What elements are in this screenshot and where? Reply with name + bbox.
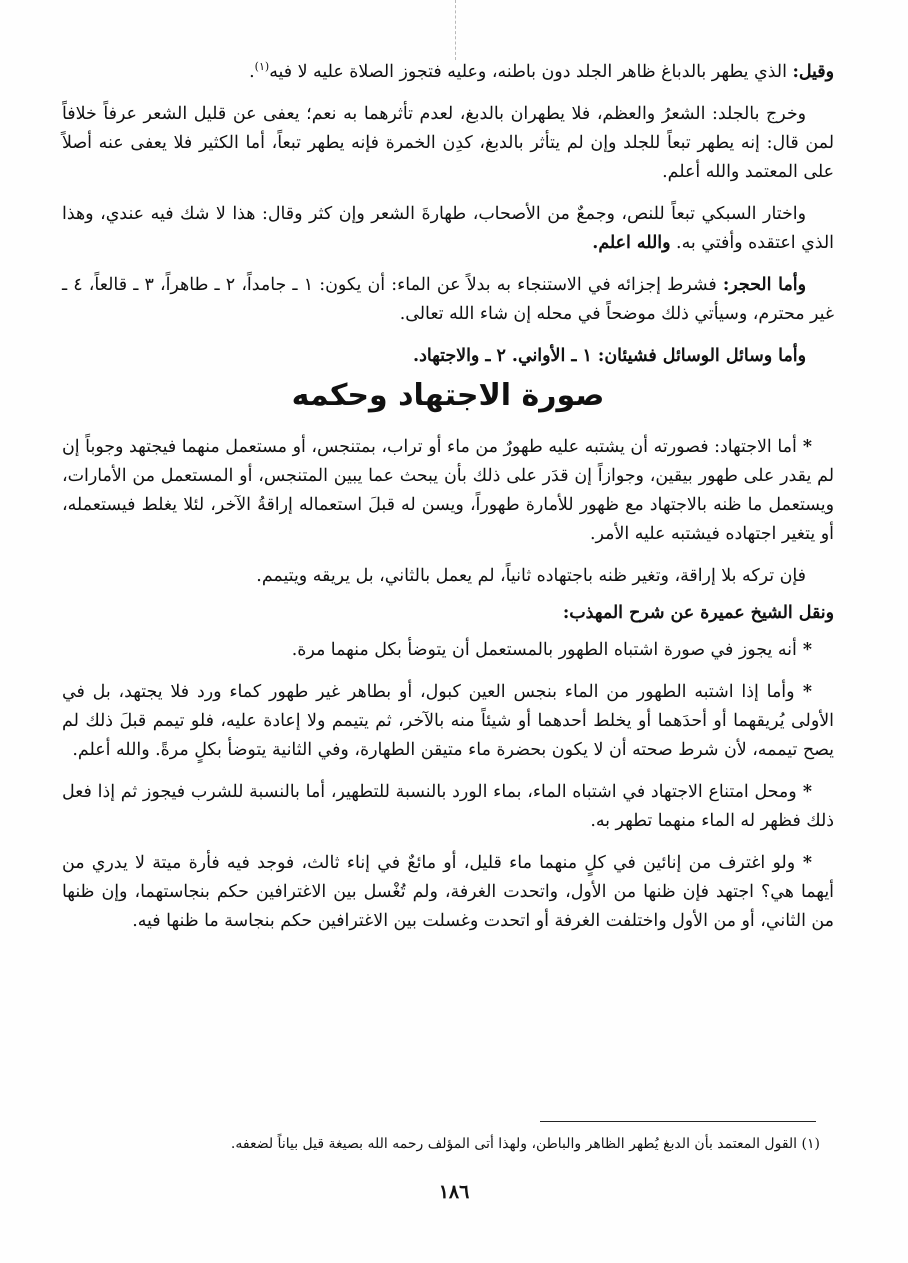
bullet-marker: * bbox=[796, 437, 812, 457]
paragraph-1-text: الذي يطهر بالدباغ ظاهر الجلد دون باطنه، وعليه فتجوز الصلاة عليه لا فيه bbox=[269, 62, 793, 82]
section-heading-wrap bbox=[62, 378, 834, 415]
paragraph-4-text: فشرط إجزائه في الاستنجاء به بدلاً عن الماء: أن يكون: ١ ـ جامداً، ٢ ـ طاهراً، ٣ ـ قالعاً، ٤ ـ غير محترم، وسيأتي ذلك موضحاً في محله إن شاء الله تعالى. bbox=[62, 275, 834, 324]
paragraph-3 bbox=[62, 200, 834, 258]
paragraph-10 bbox=[62, 678, 834, 765]
paragraph-1 bbox=[62, 58, 834, 87]
paragraph-6-lead: أما الاجتهاد: bbox=[714, 437, 797, 457]
paragraph-6-text: فصورته أن يشتبه عليه طهورٌ من ماء أو تراب، بمتنجس، أو مستعمل منهما فيجتهد وجوباً إن لم يقدر على طهور بيقين، وجوازاً إن قدَر على ذلك بأن يبحث عما يبين المتنجس، أو المستعمل من الأمارات، ويستعمل ما ظنه بالاجتهاد مع ظهور للأمارة طهوراً، ويسن له قبلَ استعماله إراقةُ الآخر، لئلا يغلط فيستعمله، أو يتغير اجتهاده فيشتبه عليه الأمر. bbox=[62, 437, 834, 544]
footnote-number: (١) bbox=[801, 1136, 820, 1152]
paragraph-12 bbox=[62, 849, 834, 936]
paragraph-4 bbox=[62, 271, 834, 329]
footnote-ref: (١) bbox=[254, 60, 270, 74]
paragraph-9 bbox=[62, 636, 834, 665]
page-body bbox=[62, 58, 834, 949]
paragraph-4-lead: وأما الحجر: bbox=[722, 275, 806, 295]
paragraph-3-text: واختار السبكي تبعاً للنص، وجمعٌ من الأصحاب، طهارةَ الشعر وإن كثر وقال: هذا لا شك فيه عندي، وهذا الذي اعتقده وأفتي به. bbox=[62, 204, 834, 253]
bullet-marker: * bbox=[796, 782, 812, 802]
paragraph-2: وخرج بالجلد: الشعرُ والعظم، فلا يطهران بالدبغ، لعدم تأثرهما به نعم؛ يعفى عن قليل الشعر عرفاً خلافاً لمن قال: إنه يطهر تبعاً للجلد وإن لم يتأثر بالدبغ، كدِن الخمرة فإنه يطهر تبعاً، أما الكثير فلا يعفى عنه أصلاً على المعتمد والله أعلم. bbox=[62, 104, 834, 182]
paragraph-7: فإن تركه بلا إراقة، وتغير ظنه باجتهاده ثانياً، لم يعمل بالثاني، بل يريقه ويتيمم. bbox=[256, 566, 806, 586]
paragraph-5-text: ١ ـ الأواني. ٢ ـ والاجتهاد. bbox=[413, 346, 598, 366]
bullet-marker: * bbox=[796, 640, 812, 660]
page-number: ١٨٦ bbox=[438, 1181, 470, 1203]
footnote bbox=[120, 1134, 820, 1154]
paragraph-10-text: وأما إذا اشتبه الطهور من الماء بنجس العين كبول، أو بطاهر غير طهور كماء ورد فلا يجتهد، بل في الأولى يُريقهما أو أحدَهما أو يخلط أحدهما أو شيئاً منه بالآخر، ثم يتيمم ولا إعادة عليه، فلو تيمم قبلَ ذلك لم يصح تيممه، لأن شرط صحته أن لا يكون بحضرة ماء متيقن الطهارة، وفي الثانية يتوضأ بكلٍ مرةً. والله أعلم. bbox=[62, 682, 834, 760]
bullet-marker: * bbox=[795, 853, 812, 873]
paragraph-3-bold-end: والله اعلم. bbox=[592, 233, 671, 253]
paragraph-1-end: . bbox=[249, 62, 255, 82]
paragraph-12-text: ولو اغترف من إنائين في كلٍ منهما ماء قليل، أو مائعٌ في إناء ثالث، فوجد فيه فأرة ميتة لا يدري من أيهما هي؟ اجتهد فإن ظنها من الأول، واتحدت الغرفة، ولم تُغْسل بين الاغترافين حكم بنجاستهما، وإن ظنها من الثاني، أو من الأول واختلفت الغرفة أو اتحدت وغسلت بين الاغترافين حكم بنجاسة ما ظنها فيه. bbox=[62, 853, 834, 931]
footnote-divider bbox=[540, 1121, 816, 1122]
paragraph-11-text: ومحل امتناع الاجتهاد في اشتباه الماء، بماء الورد بالنسبة للتطهير، أما بالنسبة للشرب فيجوز ثم إذا فعل ذلك فظهر له الماء منهما تطهر به. bbox=[62, 782, 834, 831]
paragraph-6 bbox=[62, 433, 834, 549]
paragraph-1-lead: وقيل: bbox=[792, 62, 834, 82]
paragraph-8-bold: ونقل الشيخ عميرة عن شرح المهذب: bbox=[562, 603, 834, 623]
paragraph-8 bbox=[62, 599, 834, 628]
paragraph-5-lead: وأما وسائل الوسائل فشيئان: bbox=[597, 346, 806, 366]
paragraph-11 bbox=[62, 778, 834, 836]
section-heading: صورة الاجتهاد وحكمه bbox=[291, 378, 605, 413]
fold-line bbox=[455, 0, 456, 60]
bullet-marker: * bbox=[794, 682, 813, 702]
paragraph-9-text: أنه يجوز في صورة اشتباه الطهور بالمستعمل أن يتوضأ بكل منهما مرة. bbox=[291, 640, 797, 660]
footnote-text: القول المعتمد بأن الدبغ يُطهر الظاهر والباطن، ولهذا أتى المؤلف رحمه الله بصيغة قيل بياناً لضعفه. bbox=[230, 1136, 798, 1152]
paragraph-5 bbox=[62, 342, 834, 371]
